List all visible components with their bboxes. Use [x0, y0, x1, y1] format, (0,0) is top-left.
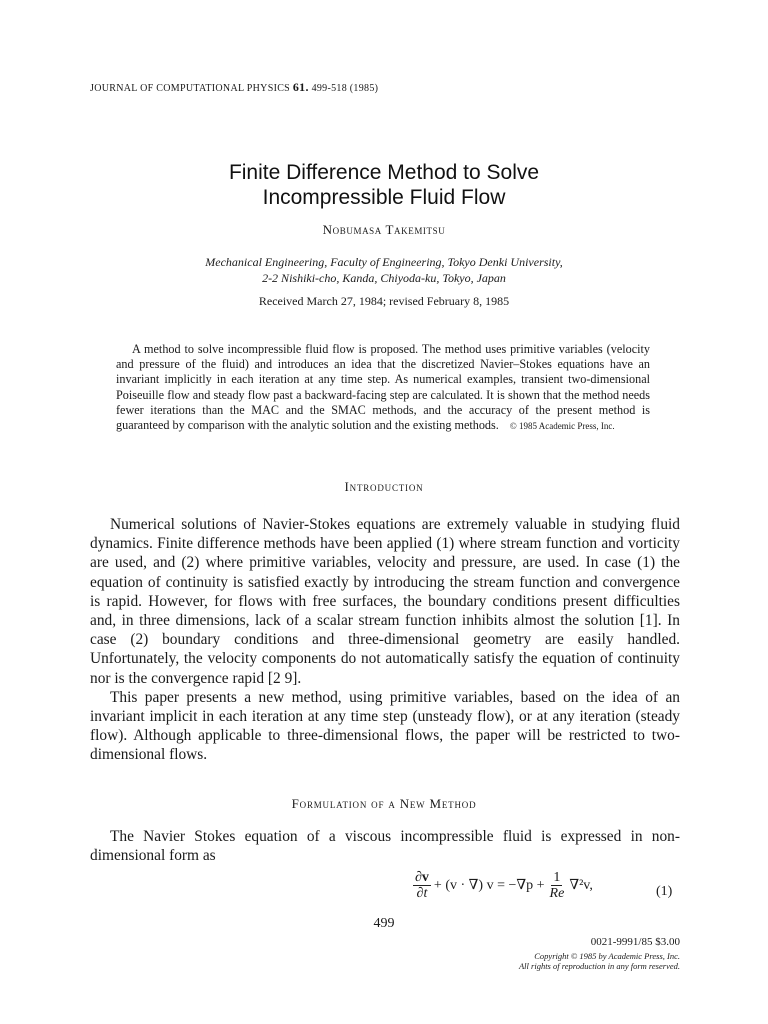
reynolds-fraction — [548, 870, 567, 901]
abstract-text: A method to solve incompressible fluid flow is proposed. The method uses primitive variables (velocity and pressure of the fluid) and introduces an idea that the discretized Navier–Stokes equations have an invariant implicitly in each iteration at any time step. As numerical examples, transient two-dimensional Poiseuille flow and steady flow past a backward-facing step are calculated. It is shown that the method needs fewer iterations than the MAC and the SMAC methods, and the accuracy of the present method is guaranteed by comparison with the analytic solution and the existing methods. — [116, 342, 650, 433]
journal-volume: 61. — [292, 80, 309, 94]
page-number: 499 — [373, 916, 395, 931]
reynolds-denominator: Re — [549, 886, 565, 901]
copyright-line-1: Copyright © 1985 by Academic Press, Inc. — [534, 951, 680, 961]
journal-pages: 499-518 (1985) — [311, 83, 379, 94]
title-line-2: Incompressible Fluid Flow — [262, 186, 506, 209]
equation-navier-stokes — [410, 870, 593, 901]
affiliation-line-1: Mechanical Engineering, Faculty of Engineering, Tokyo Denki University, — [205, 255, 563, 269]
fraction-numerator: ∂v — [415, 870, 429, 885]
equation-number: (1) — [656, 884, 673, 899]
journal-name: JOURNAL OF COMPUTATIONAL PHYSICS — [90, 83, 291, 94]
formulation-body — [90, 827, 680, 865]
abstract-copyright: © 1985 Academic Press, Inc. — [509, 421, 615, 432]
time-derivative-fraction — [413, 870, 431, 901]
received-dates: Received March 27, 1984; revised February 8, 1985 — [258, 294, 510, 308]
equation-middle-terms: + (v · ∇) v = −∇p + — [433, 878, 545, 893]
journal-header — [90, 80, 378, 95]
issn-price: 0021-9991/85 $3.00 — [590, 936, 680, 948]
affiliation-line-2: 2-2 Nishiki-cho, Kanda, Chiyoda-ku, Tokyo, Japan — [262, 271, 506, 285]
equation-laplacian-term: ∇²v, — [569, 878, 593, 893]
formulation-paragraph: The Navier Stokes equation of a viscous incompressible fluid is expressed in non-dimensional form as — [90, 828, 680, 865]
section-heading-formulation: Formulation of a New Method — [291, 796, 477, 811]
abstract — [116, 342, 650, 434]
author-affiliation — [100, 254, 668, 286]
copyright-line-2: All rights of reproduction in any form reserved. — [518, 961, 680, 971]
section-heading-introduction: Introduction — [344, 479, 424, 494]
intro-paragraph-2: This paper presents a new method, using primitive variables, based on the idea of an invariant implicit in each iteration at any time step (unsteady flow), or at any iteration (steady flow). Although applicable to three-dimensional flows, the paper will be restricted to two-dimensional flows. — [90, 688, 680, 764]
author-name: Nobumasa Takemitsu — [322, 222, 446, 237]
introduction-body — [90, 515, 680, 765]
paper-title — [100, 160, 668, 210]
copyright-notice — [380, 951, 680, 971]
intro-paragraph-1: Numerical solutions of Navier-Stokes equations are extremely valuable in studying fluid dynamics. Finite difference methods have been applied (1) where stream function and vorticity are used, and (2) where primitive variables, velocity and pressure, are used. In case (1) the equation of continuity is satisfied exactly by introducing the stream function and convergence is rapid. However, for flows with free surfaces, the boundary conditions present difficulties and, in three dimensions, lack of a scalar stream function inhibits almost the solution [1]. In case (2) boundary conditions and three-dimensional geometry are easily handled. Unfortunately, the velocity components do not automatically satisfy the equation of continuity nor is the convergence rapid [2 9]. — [90, 516, 680, 687]
fraction-denominator: ∂t — [416, 886, 428, 901]
title-line-1: Finite Difference Method to Solve — [228, 161, 540, 184]
reynolds-numerator: 1 — [553, 870, 561, 885]
